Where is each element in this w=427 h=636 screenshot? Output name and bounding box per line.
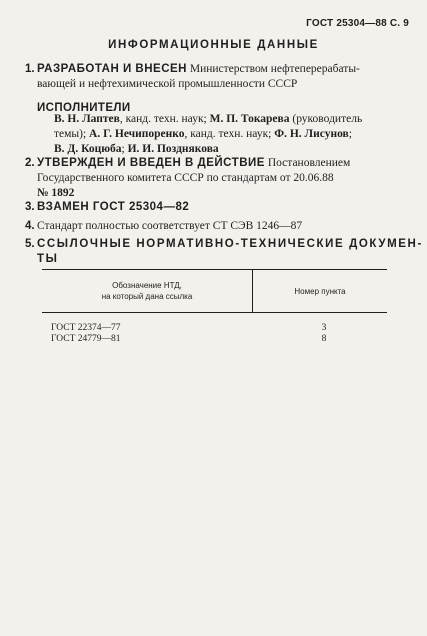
table-header-point: Номер пункта <box>294 286 346 296</box>
header-doc-line1: Обозначение НТД, <box>112 281 182 290</box>
table-body <box>42 313 387 345</box>
item-1-line2: вающей и нефтехимической промышленности СССР <box>37 78 298 90</box>
table-header-document <box>42 270 253 312</box>
item-5 <box>25 237 423 267</box>
table-header-row <box>42 270 387 313</box>
people-line2-c: , канд. техн. наук; <box>184 128 275 140</box>
item-4-number: 4. <box>25 220 35 232</box>
person-lisunov: Ф. Н. Лисунов <box>274 128 349 140</box>
item-5-number: 5. <box>25 238 35 250</box>
item-4 <box>25 219 409 234</box>
page-title: ИНФОРМАЦИОННЫЕ ДАННЫЕ <box>108 39 319 51</box>
item-3 <box>25 200 409 215</box>
item-2-line3: № 1892 <box>37 187 75 199</box>
table-cell-point: 3 <box>321 323 327 333</box>
executors-list <box>54 112 409 157</box>
item-1-lead: РАЗРАБОТАН И ВНЕСЕН <box>37 63 187 75</box>
table-cell-document: ГОСТ 22374—77 <box>51 323 121 333</box>
page-header-code: ГОСТ 25304—88 С. 9 <box>306 18 409 29</box>
references-table <box>42 269 387 345</box>
people-line2-e: ; <box>348 128 352 140</box>
people-line1-d: (руководитель <box>289 113 363 125</box>
table-row <box>42 334 387 345</box>
table-cell-document: ГОСТ 24779—81 <box>51 334 121 344</box>
people-line2-a: темы); <box>54 128 90 140</box>
item-5-line1: ССЫЛОЧНЫЕ НОРМАТИВНО-ТЕХНИЧЕСКИЕ ДОКУМЕН- <box>37 238 423 250</box>
people-line3-b: ; <box>121 143 128 155</box>
item-2-lead: УТВЕРЖДЕН И ВВЕДЕН В ДЕЙСТВИЕ <box>37 157 265 169</box>
person-laptev: В. Н. Лаптев <box>54 113 120 125</box>
table-row <box>42 323 387 334</box>
executors-heading: ИСПОЛНИТЕЛИ <box>37 102 131 114</box>
item-2-number: 2. <box>25 157 35 169</box>
people-line1-b: , канд. техн. наук; <box>119 113 210 125</box>
item-1-line1-rest: Министерством нефтеперерабаты- <box>189 63 360 75</box>
header-doc-line2: на который дана ссылка <box>101 292 193 301</box>
item-1-number: 1. <box>25 63 35 75</box>
item-3-text: ВЗАМЕН ГОСТ 25304—82 <box>37 201 190 213</box>
item-1 <box>25 62 409 116</box>
item-4-text: Стандарт полностью соответствует СТ СЭВ 1246—87 <box>37 220 303 232</box>
item-5-line2: ТЫ <box>37 253 59 265</box>
person-tokareva: М. П. Токарева <box>209 113 290 125</box>
item-3-number: 3. <box>25 201 35 213</box>
item-2-line1-rest: Постановлением <box>267 157 351 169</box>
item-2 <box>25 156 409 201</box>
person-kotsyuba: В. Д. Коцюба <box>54 143 122 155</box>
person-nechiporenko: А. Г. Нечипоренко <box>89 128 185 140</box>
table-cell-point: 8 <box>321 334 327 344</box>
item-2-line2: Государственного комитета СССР по стандартам от 20.06.88 <box>37 172 334 184</box>
person-pozdnyakova: И. И. Позднякова <box>127 143 219 155</box>
